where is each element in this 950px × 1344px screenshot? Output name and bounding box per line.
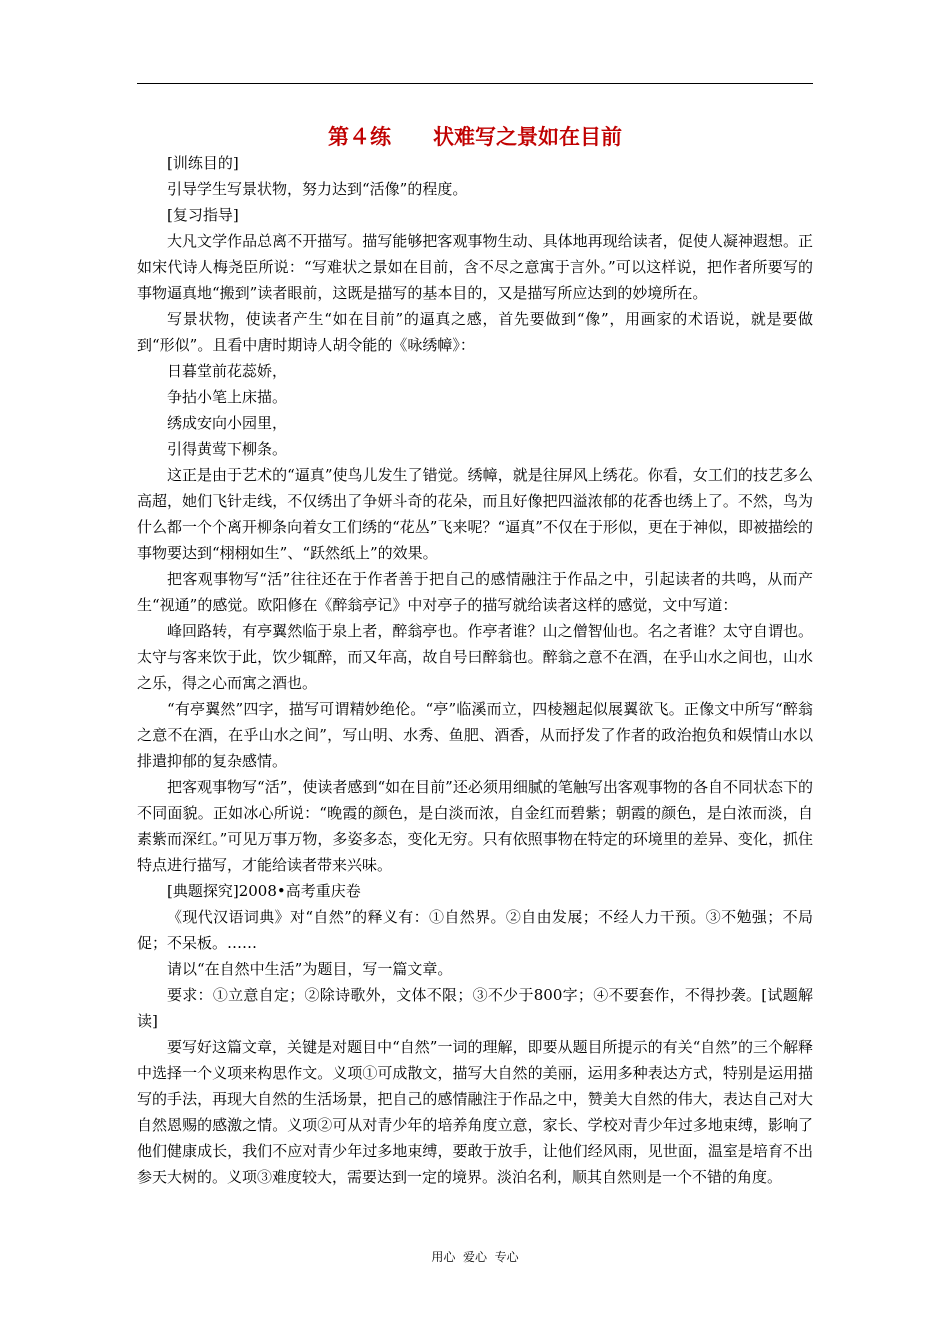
section-heading-example: [典题探究]2008•高考重庆卷 (167, 882, 361, 900)
page-title: 第４练 状难写之景如在目前 (328, 124, 622, 149)
paragraph: 写景状物，使读者产生“如在目前”的逼真之感，首先要做到“像”，用画家的术语说，就是要做到“形似”。且看中唐时期诗人胡令能的《咏绣幛》： (137, 310, 813, 354)
poem-line: 日暮堂前花蕊娇， (167, 362, 288, 380)
paragraph: 把客观事物写“活”往往还在于作者善于把自己的感情融注于作品之中，引起读者的共鸣，从而产生“视通”的感觉。欧阳修在《醉翁亭记》中对亭子的描写就给读者这样的感觉，文中写道： (137, 570, 813, 614)
paragraph: 大凡文学作品总离不开描写。描写能够把客观事物生动、具体地再现给读者，促使人凝神遐想。正如宋代诗人梅尧臣所说：“写难状之景如在目前，含不尽之意寓于言外。”可以这样说，把作者所要写的事物逼真地“搬到”读者眼前，这既是描写的基本目的，又是描写所应达到的妙境所在。 (137, 232, 813, 302)
paragraph: 《现代汉语词典》对“自然”的释义有：①自然界。②自由发展；不经人力干预。③不勉强；不局促；不呆板。…… (137, 908, 813, 952)
poem-line: 引得黄莺下柳条。 (167, 440, 288, 458)
paragraph: 引导学生写景状物，努力达到“活像”的程度。 (167, 180, 468, 198)
page-footer: 用心 爱心 专心 (431, 1250, 519, 1264)
poem-line: 争拈小笔上床描。 (167, 388, 288, 406)
section-heading-training-goal: [训练目的] (167, 154, 239, 172)
paragraph: 要求：①立意自定；②除诗歌外，文体不限；③不少于800字；④不要套作，不得抄袭。[试题解读] (137, 986, 813, 1030)
paragraph: 请以“在自然中生活”为题目，写一篇文章。 (167, 960, 453, 978)
paragraph: “有亭翼然”四字，描写可谓精妙绝伦。“亭”临溪而立，四棱翘起似展翼欲飞。正像文中所写“醉翁之意不在酒，在乎山水之间”，写山明、水秀、鱼肥、酒香，从而抒发了作者的政治抱负和娱情山水以排遣抑郁的复杂感情。 (137, 700, 813, 770)
paragraph: 要写好这篇文章，关键是对题目中“自然”一词的理解，即要从题目所提示的有关“自然”的三个解释中选择一个义项来构思作文。义项①可成散文，描写大自然的美丽，运用多种表达方式，特别是运用描写的手法，再现大自然的生活场景，把自己的感情融注于作品之中，赞美大自然的伟大，表达自己对大自然恩赐的感激之情。义项②可从对青少年的培养角度立意，家长、学校对青少年过多地束缚，影响了他们健康成长，我们不应对青少年过多地束缚，要敢于放手，让他们经风雨，见世面，温室是培育不出参天大树的。义项③难度较大，需要达到一定的境界。淡泊名利，顺其自然则是一个不错的角度。 (137, 1038, 813, 1186)
paragraph: 把客观事物写“活”，使读者感到“如在目前”还必须用细腻的笔触写出客观事物的各自不同状态下的不同面貌。正如冰心所说：“晚霞的颜色，是白淡而浓，自金红而碧紫；朝霞的颜色，是白浓而淡，自素紫而深红。”可见万事万物，多姿多态，变化无穷。只有依照事物在特定的环境里的差异、变化，抓住特点进行描写，才能给读者带来兴味。 (137, 778, 813, 874)
header-rule (137, 83, 813, 84)
section-heading-review-guide: [复习指导] (167, 206, 239, 224)
poem-line: 绣成安向小园里， (167, 414, 288, 432)
quote-paragraph: 峰回路转，有亭翼然临于泉上者，醉翁亭也。作亭者谁？山之僧智仙也。名之者谁？太守自谓也。太守与客来饮于此，饮少辄醉，而又年高，故自号曰醉翁也。醉翁之意不在酒，在乎山水之间也，山水之乐，得之心而寓之酒也。 (137, 622, 813, 692)
document-body (137, 150, 813, 1190)
paragraph: 这正是由于艺术的“逼真”使鸟儿发生了错觉。绣幛，就是往屏风上绣花。你看，女工们的技艺多么高超，她们飞针走线，不仅绣出了争妍斗奇的花朵，而且好像把四溢浓郁的花香也绣上了。不然，鸟为什么都一个个离开柳条向着女工们绣的“花丛”飞来呢？“逼真”不仅在于形似，更在于神似，即被描绘的事物要达到“栩栩如生”、“跃然纸上”的效果。 (137, 466, 813, 562)
